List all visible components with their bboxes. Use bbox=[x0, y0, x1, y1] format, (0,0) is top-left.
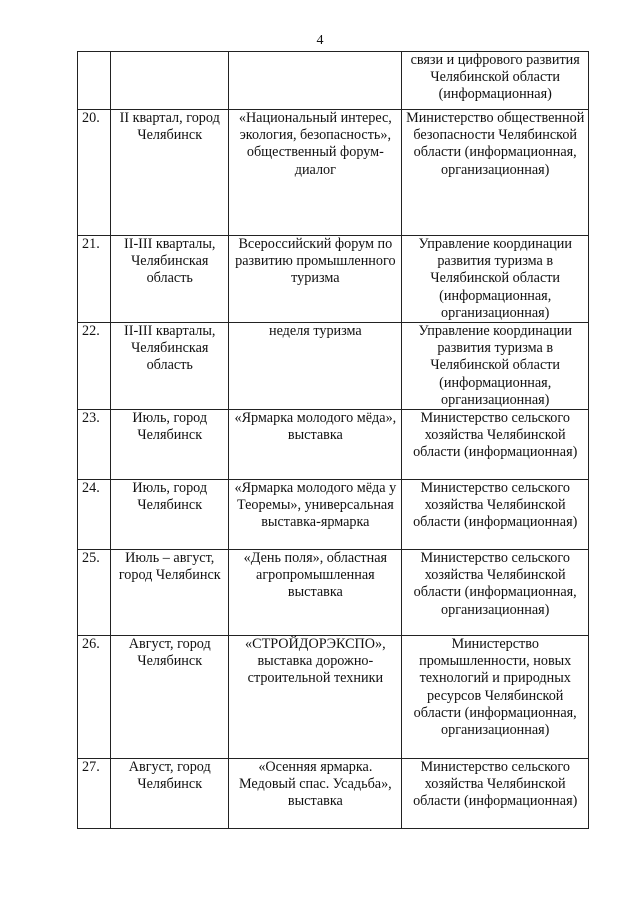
row-period-place: Июль, город Челябинск bbox=[111, 410, 229, 480]
row-organizer: связи и цифрового развития Челябинской области (информационная) bbox=[402, 52, 589, 110]
row-period-place: II квартал, город Челябинск bbox=[111, 110, 229, 236]
row-organizer: Управление координации развития туризма в Челябинской области (информационная, организационная) bbox=[402, 323, 589, 410]
events-table bbox=[77, 51, 589, 829]
row-event: неделя туризма bbox=[229, 323, 402, 410]
row-organizer: Министерство сельского хозяйства Челябинской области (информационная) bbox=[402, 410, 589, 480]
row-organizer: Министерство сельского хозяйства Челябинской области (информационная) bbox=[402, 480, 589, 550]
table-row bbox=[78, 110, 589, 236]
row-event bbox=[229, 52, 402, 110]
table-row bbox=[78, 236, 589, 323]
row-period-place: Август, город Челябинск bbox=[111, 636, 229, 759]
row-period-place bbox=[111, 52, 229, 110]
table-row bbox=[78, 636, 589, 759]
row-event: «Ярмарка молодого мёда», выставка bbox=[229, 410, 402, 480]
row-number: 27. bbox=[78, 759, 111, 829]
row-organizer: Министерство общественной безопасности Челябинской области (информационная, организационная) bbox=[402, 110, 589, 236]
row-number: 22. bbox=[78, 323, 111, 410]
row-period-place: Август, город Челябинск bbox=[111, 759, 229, 829]
row-number: 26. bbox=[78, 636, 111, 759]
row-organizer: Министерство промышленности, новых технологий и природных ресурсов Челябинской области (информационная, организационная) bbox=[402, 636, 589, 759]
row-number bbox=[78, 52, 111, 110]
row-organizer: Управление координации развития туризма в Челябинской области (информационная, организационная) bbox=[402, 236, 589, 323]
row-number: 25. bbox=[78, 550, 111, 636]
table-row bbox=[78, 550, 589, 636]
row-number: 24. bbox=[78, 480, 111, 550]
row-period-place: Июль – август, город Челябинск bbox=[111, 550, 229, 636]
table-row bbox=[78, 759, 589, 829]
row-number: 21. bbox=[78, 236, 111, 323]
row-period-place: II-III кварталы, Челябинская область bbox=[111, 323, 229, 410]
row-event: «СТРОЙДОРЭКСПО», выставка дорожно-строительной техники bbox=[229, 636, 402, 759]
row-period-place: Июль, город Челябинск bbox=[111, 480, 229, 550]
row-event: «Осенняя ярмарка. Медовый спас. Усадьба», выставка bbox=[229, 759, 402, 829]
row-number: 23. bbox=[78, 410, 111, 480]
row-event: «Национальный интерес, экология, безопасность», общественный форум-диалог bbox=[229, 110, 402, 236]
row-organizer: Министерство сельского хозяйства Челябинской области (информационная, организационная) bbox=[402, 550, 589, 636]
page-number: 4 bbox=[316, 33, 324, 48]
table-row bbox=[78, 410, 589, 480]
row-event: «Ярмарка молодого мёда у Теоремы», универсальная выставка-ярмарка bbox=[229, 480, 402, 550]
row-event: «День поля», областная агропромышленная выставка bbox=[229, 550, 402, 636]
table-row bbox=[78, 323, 589, 410]
table-row bbox=[78, 480, 589, 550]
row-period-place: II-III кварталы, Челябинская область bbox=[111, 236, 229, 323]
table-row bbox=[78, 52, 589, 110]
row-number: 20. bbox=[78, 110, 111, 236]
row-organizer: Министерство сельского хозяйства Челябинской области (информационная) bbox=[402, 759, 589, 829]
row-event: Всероссийский форум по развитию промышленного туризма bbox=[229, 236, 402, 323]
